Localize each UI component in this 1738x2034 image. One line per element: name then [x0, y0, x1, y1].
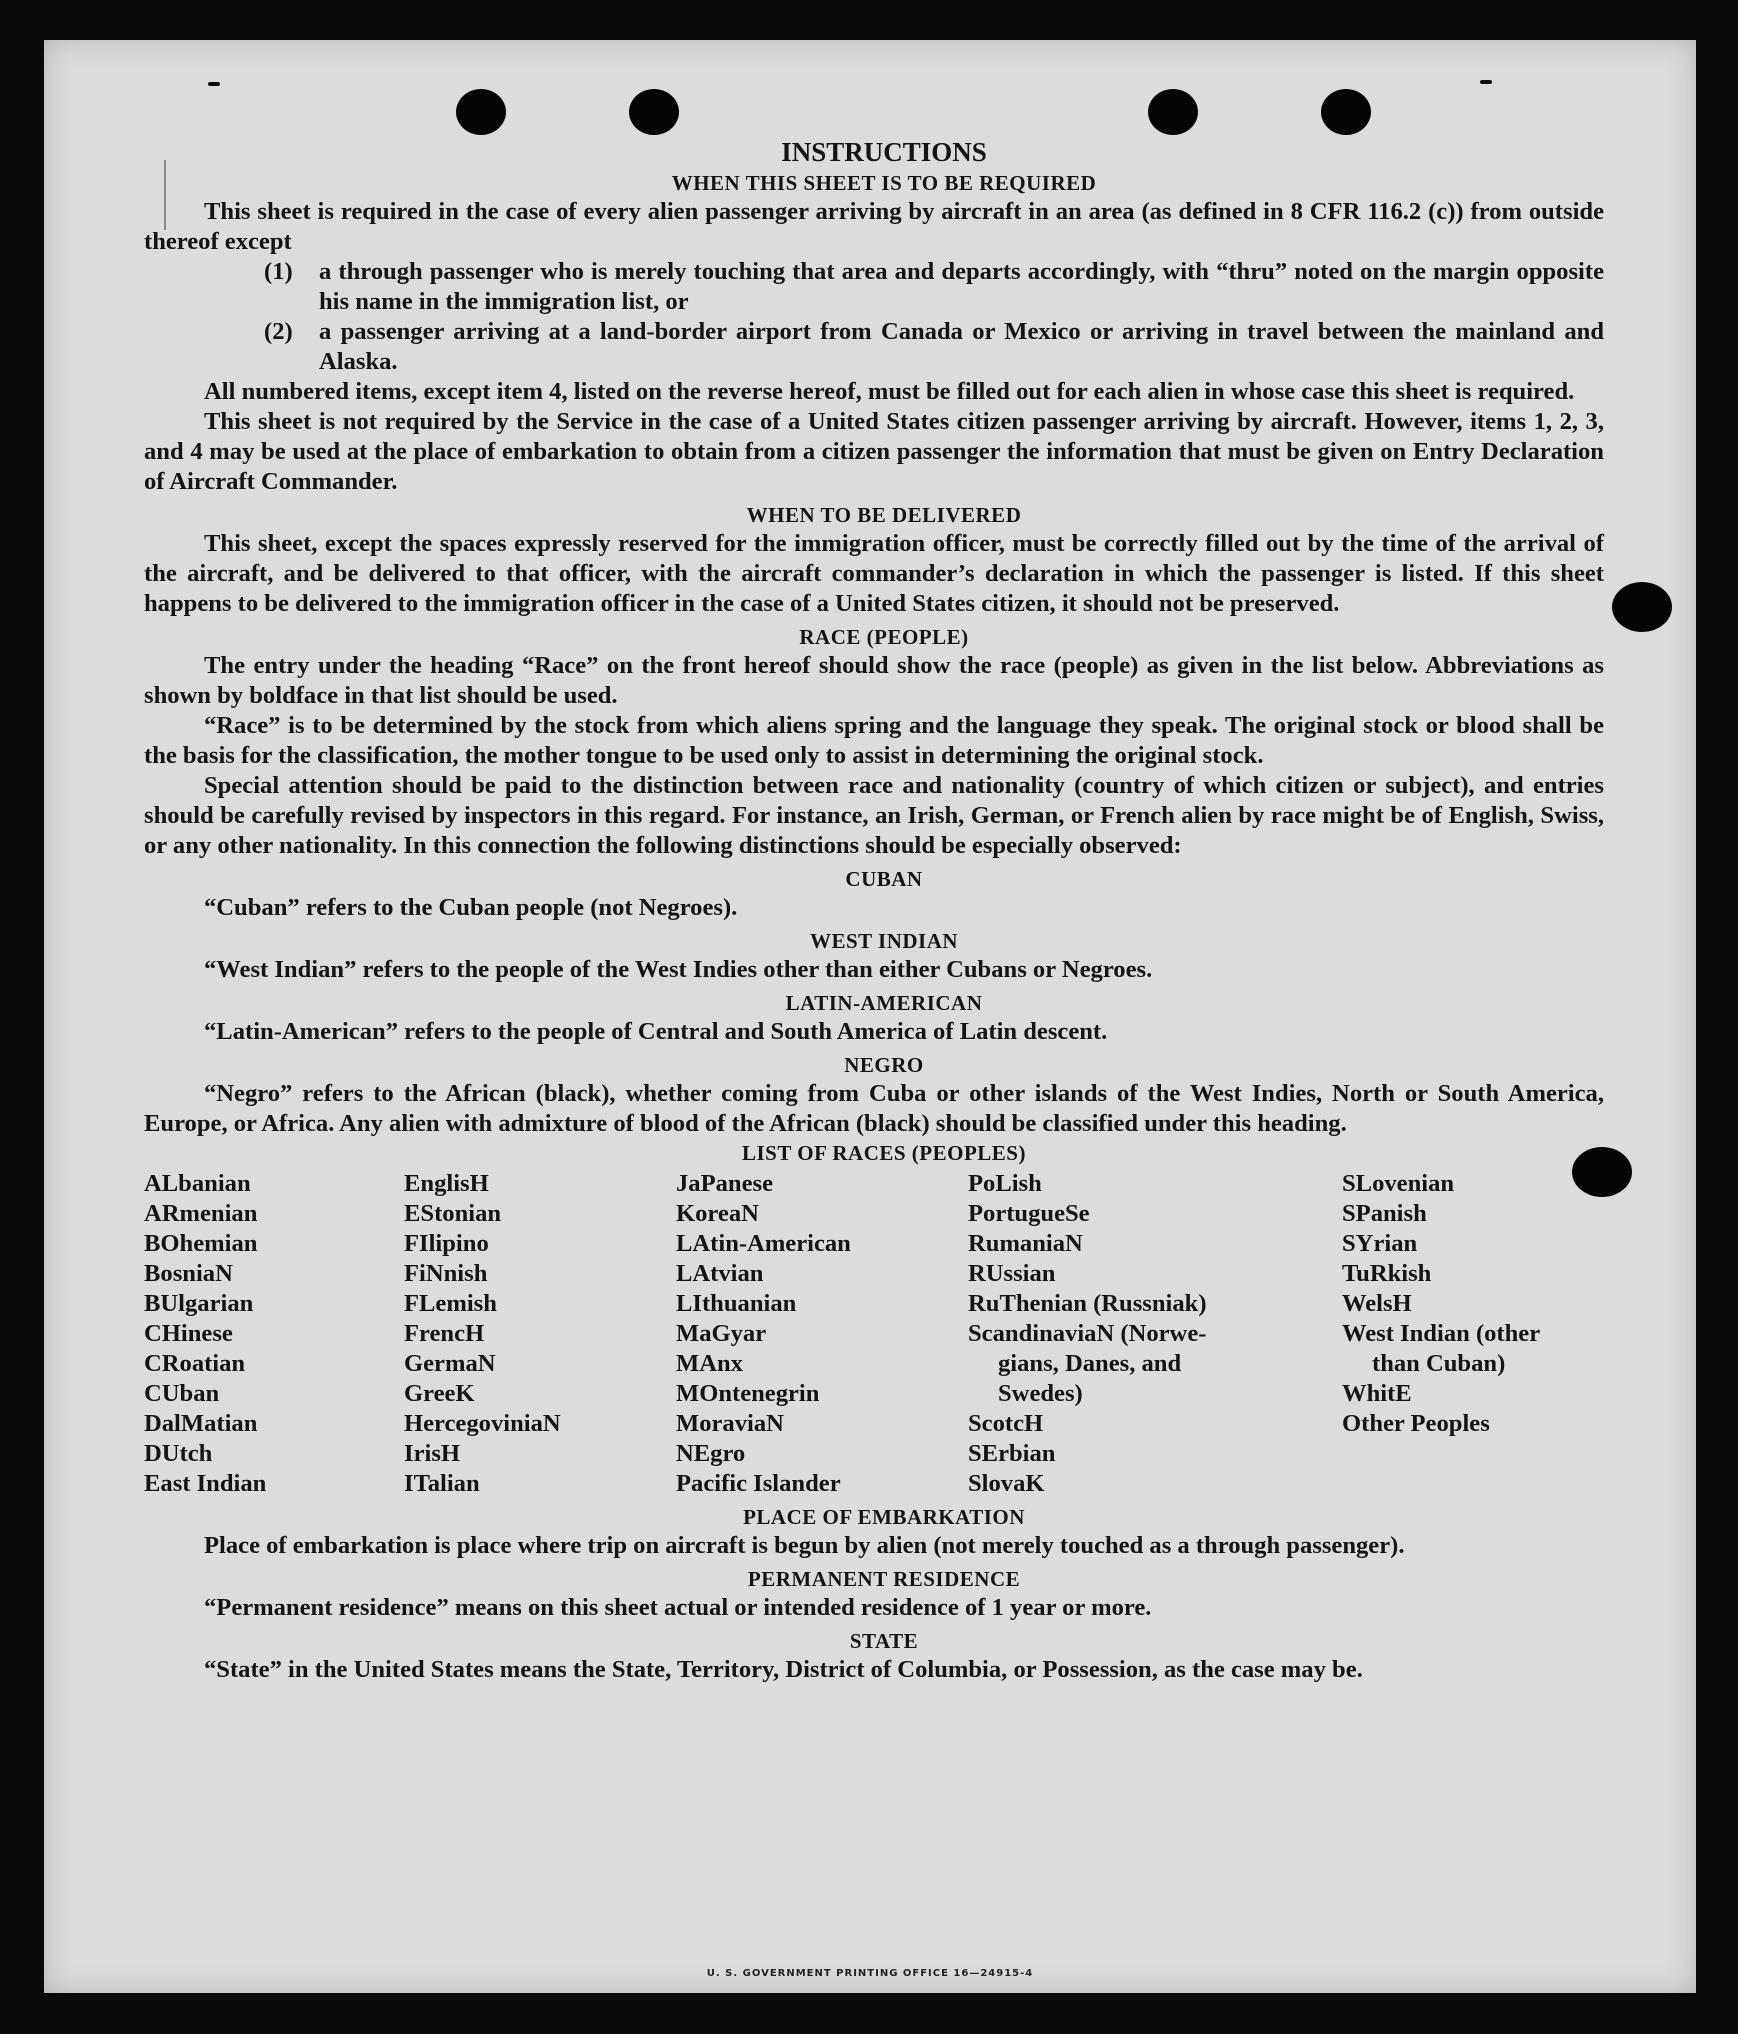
item-text: a passenger arriving at a land-border airport from Canada or Mexico or arriving in travel between the mainland and Alaska.: [319, 318, 1604, 375]
list-item: [264, 317, 1604, 377]
heading-state: STATE: [849, 1629, 919, 1653]
list-item: [264, 257, 1604, 317]
item-number: (2): [264, 318, 293, 345]
race-entry: MAnx: [676, 1350, 743, 1377]
race-entry: EnglisH: [404, 1170, 489, 1197]
race-entry: SYrian: [1342, 1230, 1418, 1257]
race-entry: Swedes): [998, 1380, 1083, 1407]
item-text: a through passenger who is merely touching that area and departs accordingly, with “thru” noted on the margin opposite his name in the immigration list, or: [319, 258, 1604, 315]
race-entry: FrencH: [404, 1320, 485, 1347]
paragraph: “Permanent residence” means on this sheet actual or intended residence of 1 year or more.: [204, 1594, 1152, 1621]
heading-negro: NEGRO: [844, 1053, 924, 1077]
race-entry: WelsH: [1342, 1290, 1412, 1317]
paragraph: “Latin-American” refers to the people of Central and South America of Latin descent.: [204, 1018, 1108, 1045]
item-number: (1): [264, 258, 293, 285]
race-entry: FIlipino: [404, 1230, 489, 1257]
race-entry: ScotcH: [968, 1410, 1044, 1437]
punch-hole: [1148, 89, 1198, 135]
race-entry: BOhemian: [144, 1230, 258, 1257]
race-entry: CRoatian: [144, 1350, 246, 1377]
heading-when-required: WHEN THIS SHEET IS TO BE REQUIRED: [671, 171, 1097, 195]
page-title: INSTRUCTIONS: [781, 137, 987, 167]
race-entry: LIthuanian: [676, 1290, 797, 1317]
heading-race: RACE (PEOPLE): [799, 625, 969, 649]
punch-hole: [1612, 582, 1672, 632]
printer-imprint: U. S. GOVERNMENT PRINTING OFFICE 16—24915-4: [706, 1968, 1034, 1979]
race-entry: PoLish: [968, 1170, 1042, 1197]
race-entry: DalMatian: [144, 1410, 258, 1437]
race-entry: ARmenian: [144, 1200, 258, 1227]
race-entry: TuRkish: [1342, 1260, 1432, 1287]
races-column: [144, 1169, 404, 1499]
races-table: [144, 1169, 1604, 1499]
race-entry: ITalian: [404, 1470, 480, 1497]
speck: [1480, 80, 1492, 84]
paragraph: The entry under the heading “Race” on the front hereof should show the race (people) as given in the list below. Abbreviations as shown by boldface in that list should be used.: [144, 652, 1604, 709]
races-column: [1342, 1169, 1604, 1499]
speck: [208, 82, 220, 86]
document-sheet: [44, 40, 1696, 1993]
paragraph: “Negro” refers to the African (black), whether coming from Cuba or other islands of the West Indies, North or South America, Europe, or Africa. Any alien with admixture of blood of the African (black) should be classified under this heading.: [144, 1080, 1604, 1137]
race-entry: JaPanese: [676, 1170, 773, 1197]
race-entry: GreeK: [404, 1380, 475, 1407]
race-entry: than Cuban): [1372, 1350, 1506, 1377]
race-entry: RUssian: [968, 1260, 1056, 1287]
race-entry: ScandinaviaN (Norwe-: [968, 1320, 1207, 1347]
race-entry: SErbian: [968, 1440, 1056, 1467]
paragraph: “Race” is to be determined by the stock from which aliens spring and the language they speak. The original stock or blood shall be the basis for the classification, the mother tongue to be used only to assist in determining the original stock.: [144, 712, 1604, 769]
race-entry: DUtch: [144, 1440, 213, 1467]
paragraph: “State” in the United States means the State, Territory, District of Columbia, or Possession, as the case may be.: [204, 1656, 1363, 1683]
race-entry: EStonian: [404, 1200, 502, 1227]
race-entry: LAtvian: [676, 1260, 764, 1287]
race-entry: PortugueSe: [968, 1200, 1090, 1227]
race-entry: MOntenegrin: [676, 1380, 820, 1407]
races-column: [676, 1169, 968, 1499]
race-entry: GermaN: [404, 1350, 496, 1377]
race-entry: RumaniaN: [968, 1230, 1083, 1257]
paragraph: This sheet, except the spaces expressly reserved for the immigration officer, must be correctly filled out by the time of the arrival of the aircraft, and be delivered to that officer, with the aircraft commander’s declaration in which the passenger is listed. If this sheet happens to be delivered to the immigration officer in the case of a United States citizen, it should not be preserved.: [144, 530, 1604, 617]
paragraph: All numbered items, except item 4, listed on the reverse hereof, must be filled out for each alien in whose case this sheet is required.: [204, 378, 1575, 405]
race-entry: WhitE: [1342, 1380, 1412, 1407]
paragraph: “Cuban” refers to the Cuban people (not Negroes).: [204, 894, 738, 921]
instructions-body: [144, 135, 1604, 1685]
race-entry: Other Peoples: [1342, 1410, 1490, 1437]
race-entry: MaGyar: [676, 1320, 767, 1347]
punch-hole: [1321, 89, 1371, 135]
races-column: [968, 1169, 1342, 1499]
paragraph: This sheet is not required by the Service in the case of a United States citizen passenger arriving by aircraft. However, items 1, 2, 3, and 4 may be used at the place of embarkation to obtain from a citizen passenger the information that must be given on Entry Declaration of Aircraft Commander.: [144, 408, 1604, 495]
punch-hole: [456, 89, 506, 135]
paragraph: Special attention should be paid to the distinction between race and nationality (country of which citizen or subject), and entries should be carefully revised by inspectors in this regard. For instance, an Irish, German, or French alien by race might be of English, Swiss, or any other nationality. In this connection the following distinctions should be especially observed:: [144, 772, 1604, 859]
race-entry: FiNnish: [404, 1260, 488, 1287]
race-entry: SPanish: [1342, 1200, 1427, 1227]
race-entry: CHinese: [144, 1320, 233, 1347]
heading-when-delivered: WHEN TO BE DELIVERED: [746, 503, 1022, 527]
race-entry: BUlgarian: [144, 1290, 254, 1317]
races-column: [404, 1169, 676, 1499]
race-entry: gians, Danes, and: [998, 1350, 1182, 1377]
paragraph: This sheet is required in the case of every alien passenger arriving by aircraft in an area (as defined in 8 CFR 116.2 (c)) from outside thereof except: [144, 198, 1604, 255]
race-entry: East Indian: [144, 1470, 267, 1497]
heading-west-indian: WEST INDIAN: [809, 929, 959, 953]
race-entry: CUban: [144, 1380, 220, 1407]
race-entry: West Indian (other: [1342, 1320, 1541, 1347]
heading-list-of-races: LIST OF RACES (PEOPLES): [742, 1141, 1026, 1165]
race-entry: SLovenian: [1342, 1170, 1455, 1197]
paragraph: “West Indian” refers to the people of the West Indies other than either Cubans or Negroes.: [204, 956, 1153, 983]
race-entry: Pacific Islander: [676, 1470, 841, 1497]
race-entry: NEgro: [676, 1440, 746, 1467]
paragraph: Place of embarkation is place where trip on aircraft is begun by alien (not merely touched as a through passenger).: [204, 1532, 1405, 1559]
race-entry: RuThenian (Russniak): [968, 1290, 1207, 1317]
race-entry: IrisH: [404, 1440, 461, 1467]
heading-residence: PERMANENT RESIDENCE: [747, 1567, 1021, 1591]
race-entry: SlovaK: [968, 1470, 1045, 1497]
race-entry: HercegoviniaN: [404, 1410, 561, 1437]
race-entry: FLemish: [404, 1290, 497, 1317]
heading-latin-american: LATIN-AMERICAN: [785, 991, 983, 1015]
punch-hole: [629, 89, 679, 135]
heading-embarkation: PLACE OF EMBARKATION: [743, 1505, 1025, 1529]
race-entry: BosniaN: [144, 1260, 233, 1287]
race-entry: KoreaN: [676, 1200, 759, 1227]
heading-cuban: CUBAN: [845, 867, 923, 891]
race-entry: LAtin-American: [676, 1230, 851, 1257]
race-entry: ALbanian: [144, 1170, 251, 1197]
race-entry: MoraviaN: [676, 1410, 784, 1437]
